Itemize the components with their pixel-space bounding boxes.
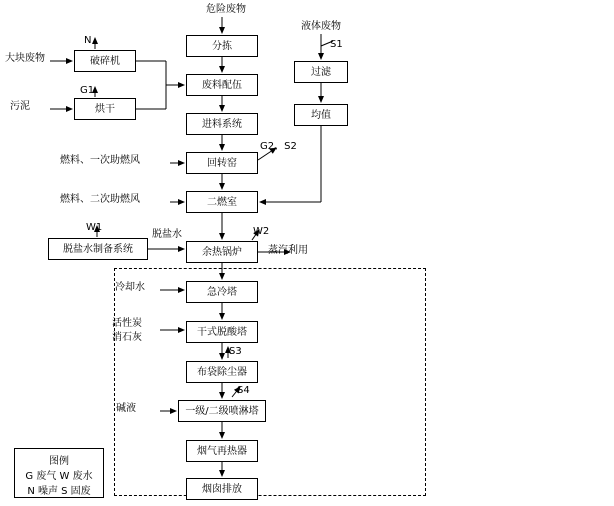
diagram-label-n-label: N — [84, 35, 92, 46]
process-node-yanqizaire[interactable]: 烟气再热器 — [186, 440, 258, 462]
diagram-label-w1-label: W1 — [86, 222, 103, 233]
diagram-label-jianye: 碱液 — [116, 403, 136, 414]
diagram-label-g2s2-label: G2、S2 — [260, 141, 297, 152]
diagram-label-lengqueshui: 冷却水 — [115, 282, 145, 293]
diagram-label-xiaoshihui: 消石灰 — [112, 332, 142, 343]
diagram-label-w2-label: W2 — [253, 226, 270, 237]
process-node-honggan[interactable]: 烘干 — [74, 98, 136, 120]
diagram-label-s1: S1 — [330, 39, 343, 50]
process-node-ganshituosuan[interactable]: 干式脱酸塔 — [186, 321, 258, 343]
process-node-budaichuchen[interactable]: 布袋除尘器 — [186, 361, 258, 383]
diagram-label-dakuai-feiwu: 大块废物 — [5, 53, 45, 64]
process-node-junzhi[interactable]: 均值 — [294, 104, 348, 126]
legend-line-2: N 噪声 S 固废 — [27, 486, 91, 497]
legend-line-1: G 废气 W 废水 — [25, 471, 93, 482]
diagram-label-yeti-feiwu: 液体废物 — [301, 21, 341, 32]
diagram-label-zhengqi-liyong: 蒸汽利用 — [268, 245, 308, 256]
process-node-jilengta[interactable]: 急冷塔 — [186, 281, 258, 303]
diagram-label-ranliao-yici: 燃料、一次助燃风 — [60, 155, 140, 166]
legend — [14, 448, 104, 498]
diagram-label-g1-label: G1 — [80, 85, 95, 96]
diagram-label-s4-label: S4 — [237, 385, 250, 396]
diagram-label-wuni: 污泥 — [10, 101, 30, 112]
process-node-erranshi[interactable]: 二燃室 — [186, 191, 258, 213]
process-node-yureguolu[interactable]: 余热锅炉 — [186, 241, 258, 263]
flue-gas-treatment-group — [114, 268, 426, 496]
legend-title: 图例 — [49, 456, 69, 467]
process-node-tuoyanshui[interactable]: 脱盐水制备系统 — [48, 238, 148, 260]
process-node-posuiji[interactable]: 破碎机 — [74, 50, 136, 72]
process-node-jinliao[interactable]: 进料系统 — [186, 113, 258, 135]
process-node-huizhuanyao[interactable]: 回转窑 — [186, 152, 258, 174]
process-node-guolv[interactable]: 过滤 — [294, 61, 348, 83]
diagram-label-ranliao-erci: 燃料、二次助燃风 — [60, 194, 140, 205]
process-node-fenjian[interactable]: 分拣 — [186, 35, 258, 57]
diagram-label-huoxingtan: 活性炭 — [112, 318, 142, 329]
diagram-label-tuoyanshui-lbl: 脱盐水 — [152, 229, 182, 240]
process-node-penlinta[interactable]: 一级/二级喷淋塔 — [178, 400, 266, 422]
diagram-label-weixian-feiwu: 危险废物 — [206, 4, 246, 15]
process-node-peiwu[interactable]: 废料配伍 — [186, 74, 258, 96]
diagram-label-s3-label: S3 — [229, 346, 242, 357]
process-node-yancong[interactable]: 烟囱排放 — [186, 478, 258, 500]
